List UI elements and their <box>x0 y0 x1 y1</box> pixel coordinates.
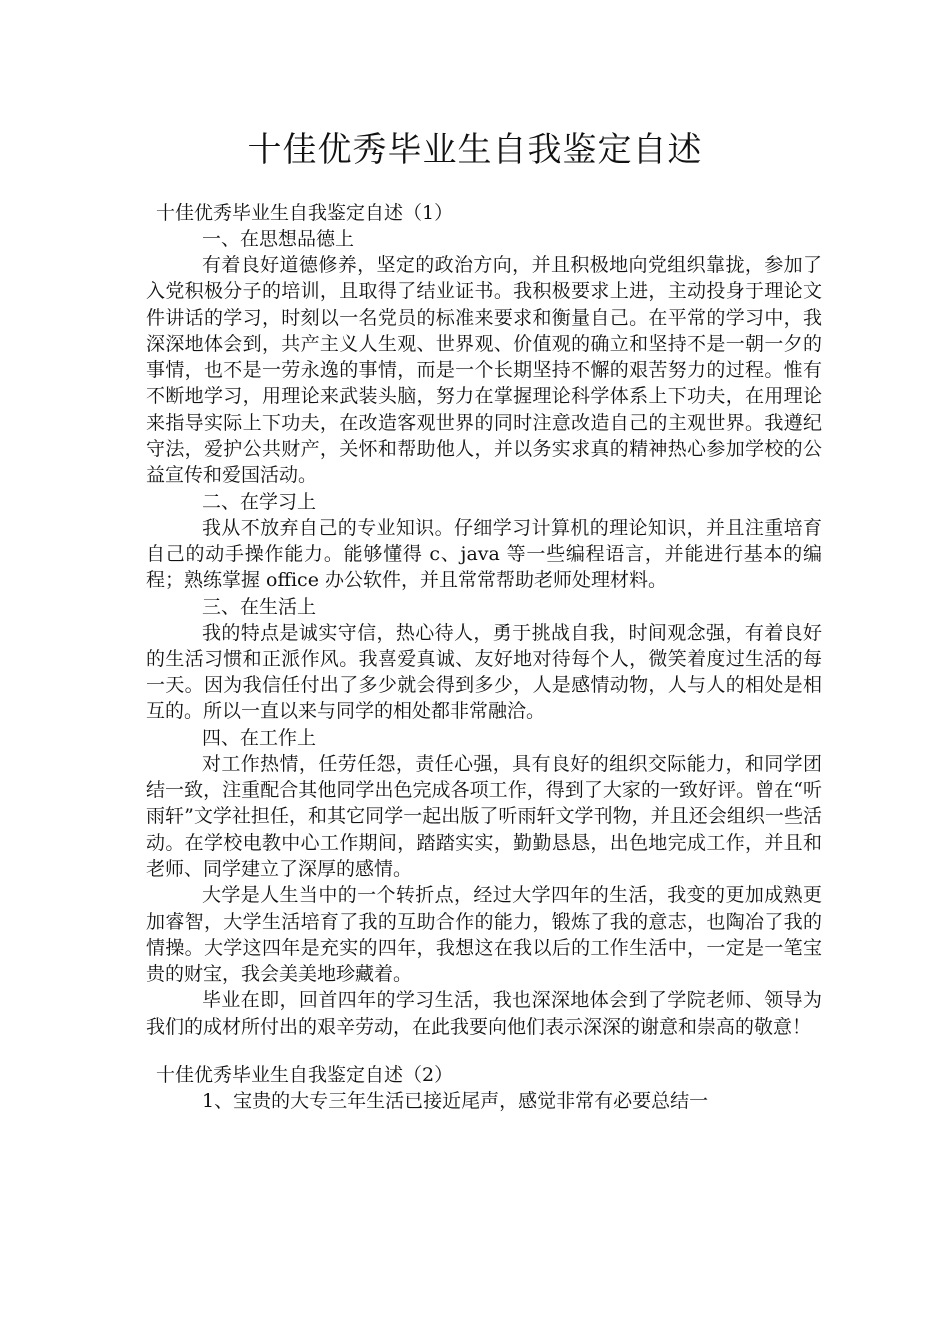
paragraph-life: 我的特点是诚实守信，热心待人，勇于挑战自我，时间观念强，有着良好的生活习惯和正派作风。我喜爱真诚、友好地对待每个人，微笑着度过生活的每一天。因为我信任付出了多少就会得到多少，人是感情动物，人与人的相处是相互的。所以一直以来与同学的相处都非常融洽。 <box>146 621 822 723</box>
document-title: 十佳优秀毕业生自我鉴定自述 <box>247 130 703 170</box>
heading-work: 四、在工作上 <box>202 726 317 749</box>
paragraph-moral: 有着良好道德修养，坚定的政治方向，并且积极地向党组织靠拢，参加了入党积极分子的培训，且取得了结业证书。我积极要求上进，主动投身于理论文件讲话的学习，时刻以一名党员的标准来要求和衡量自己。在平常的学习中，我深深地体会到，共产主义人生观、世界观、价值观的确立和坚持不是一朝一夕的事情，也不是一劳永逸的事情，而是一个长期坚持不懈的艰苦努力的过程。惟有不断地学习，用理论来武装头脑，努力在掌握理论科学体系上下功夫，在用理论来指导实际上下功夫，在改造客观世界的同时注意改造自己的主观世界。我遵纪守法，爱护公共财产，关怀和帮助他人，并以务实求真的精神热心参加学校的公益宣传和爱国活动。 <box>146 254 822 487</box>
heading-moral: 一、在思想品德上 <box>202 228 355 250</box>
paragraph-work: 对工作热情，任劳任怨，责任心强，具有良好的组织交际能力，和同学团结一致，注重配合其他同学出色完成各项工作，得到了大家的一致好评。曾在“听雨轩”文学社担任，和其它同学一起出版了听雨轩文学刊物，并且还会组织一些活动。在学校电教中心工作期间，踏踏实实，勤勤恳恳，出色地完成工作，并且和老师、同学建立了深厚的感情。 <box>146 752 822 880</box>
section-1-title: 十佳优秀毕业生自我鉴定自述（1） <box>156 202 454 224</box>
heading-life: 三、在生活上 <box>202 595 317 618</box>
section-2-title: 十佳优秀毕业生自我鉴定自述（2） <box>156 1064 454 1087</box>
section-gap <box>146 1040 822 1062</box>
paragraph-university: 大学是人生当中的一个转折点，经过大学四年的生活，我变的更加成熟更加睿智，大学生活培育了我的互助合作的能力，锻炼了我的意志，也陶冶了我的情操。大学这四年是充实的四年，我想这在我以后的工作生活中，一定是一笔宝贵的财宝，我会美美地珍藏着。 <box>146 884 822 986</box>
paragraph-study: 我从不放弃自己的专业知识。仔细学习计算机的理论知识，并且注重培育自己的动手操作能力。能够懂得 c、java 等一些编程语言，并能进行基本的编程；熟练掌握 office 办公软件，并且常常帮助老师处理材料。 <box>146 516 822 592</box>
paragraph-graduation: 毕业在即，回首四年的学习生活，我也深深地体会到了学院老师、领导为我们的成材所付出的艰辛劳动，在此我要向他们表示深深的谢意和崇高的敬意！ <box>146 989 822 1038</box>
document-body <box>146 200 822 1114</box>
paragraph-section-2: 1、宝贵的大专三年生活已接近尾声，感觉非常有必要总结一 <box>202 1090 709 1113</box>
heading-study: 二、在学习上 <box>202 490 317 513</box>
